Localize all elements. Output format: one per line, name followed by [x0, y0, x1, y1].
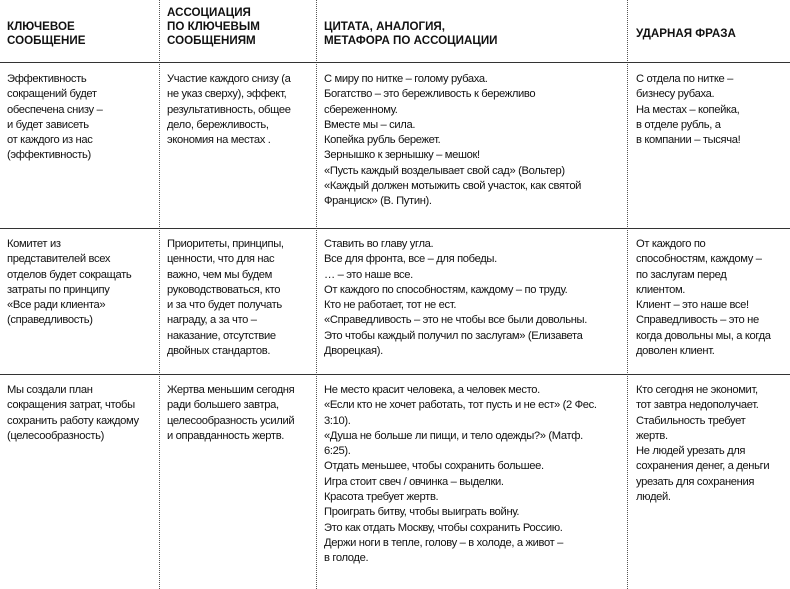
row2-quote: Ставить во главу угла. Все для фронта, все – для победы. … – это наше все. От каждого по способностям, каждому – по труду. Кто не работает, тот не ест. «Справедливость – это не чтобы все были довольны. Это чтобы каждый получил по заслугам» (Елизавета Дворецкая).	[324, 238, 587, 358]
header-cell-key-message: КЛЮЧЕВОЕ СООБЩЕНИЕ	[7, 20, 86, 47]
row1-quote: С миру по нитке – голому рубаха. Богатство – это бережливость к бережливо сбереженному. Вместе мы – сила. Копейка рубль бережет. Зернышко к зернышку – мешок! «Пусть каждый возделывает свой сад» (Вольтер) «Каждый должен мотыжить свой участок, как святой Франциск» (В. Путин).	[324, 73, 582, 208]
header-cell-punchline: УДАРНАЯ ФРАЗА	[636, 27, 736, 40]
header-cell-association: АССОЦИАЦИЯ ПО КЛЮЧЕВЫМ СООБЩЕНИЯМ	[167, 6, 260, 47]
row-divider	[0, 374, 790, 375]
column-divider	[316, 0, 317, 589]
row2-punchline: От каждого по способностям, каждому – по заслугам перед клиентом. Клиент – это наше все! Справедливость – это не когда довольны мы, а когда доволен клиент.	[636, 238, 771, 358]
header-cell-quote: ЦИТАТА, АНАЛОГИЯ, МЕТАФОРА ПО АССОЦИАЦИИ	[324, 20, 498, 47]
row3-punchline: Кто сегодня не экономит, тот завтра недополучает. Стабильность требует жертв. Не людей урезать для сохранения денег, а деньги урезать для сохранения людей.	[636, 384, 770, 504]
row1-punchline: С отдела по нитке – бизнесу рубаха. На местах – копейка, в отделе рубль, а в компании – тысяча!	[636, 73, 741, 147]
row-divider	[0, 228, 790, 229]
row3-quote: Не место красит человека, а человек место. «Если кто не хочет работать, тот пусть и не ест» (2 Фес. 3:10). «Душа не больше ли пищи, и тело одежды?» (Матф. 6:25). Отдать меньшее, чтобы сохранить большее. Игра стоит свеч / овчинка – выделки. Красота требует жертв. Проиграть битву, чтобы выиграть войну. Это как отдать Москву, чтобы сохранить Россию. Держи ноги в тепле, голову – в холоде, а живот – в голоде.	[324, 384, 597, 565]
column-divider	[627, 0, 628, 589]
row2-key-message: Комитет из представителей всех отделов будет сокращать затраты по принципу «Все ради клиента» (справедливость)	[7, 238, 132, 327]
column-divider	[159, 0, 160, 589]
row1-key-message: Эффективность сокращений будет обеспечена снизу – и будет зависеть от каждого из нас (эффективность)	[7, 73, 103, 162]
row2-association: Приоритеты, принципы, ценности, что для нас важно, чем мы будем руководствоваться, кто и за что будет получать награду, а за что – наказание, отсутствие двойных стандартов.	[167, 238, 284, 358]
row3-association: Жертва меньшим сегодня ради большего завтра, целесообразность усилий и оправданность жертв.	[167, 384, 295, 442]
header-rule	[0, 62, 790, 63]
row1-association: Участие каждого снизу (а не указ сверху), эффект, результативность, общее дело, бережливость, экономия на местах .	[167, 73, 291, 147]
row3-key-message: Мы создали план сокращения затрат, чтобы сохранить работу каждому (целесообразность)	[7, 384, 139, 442]
